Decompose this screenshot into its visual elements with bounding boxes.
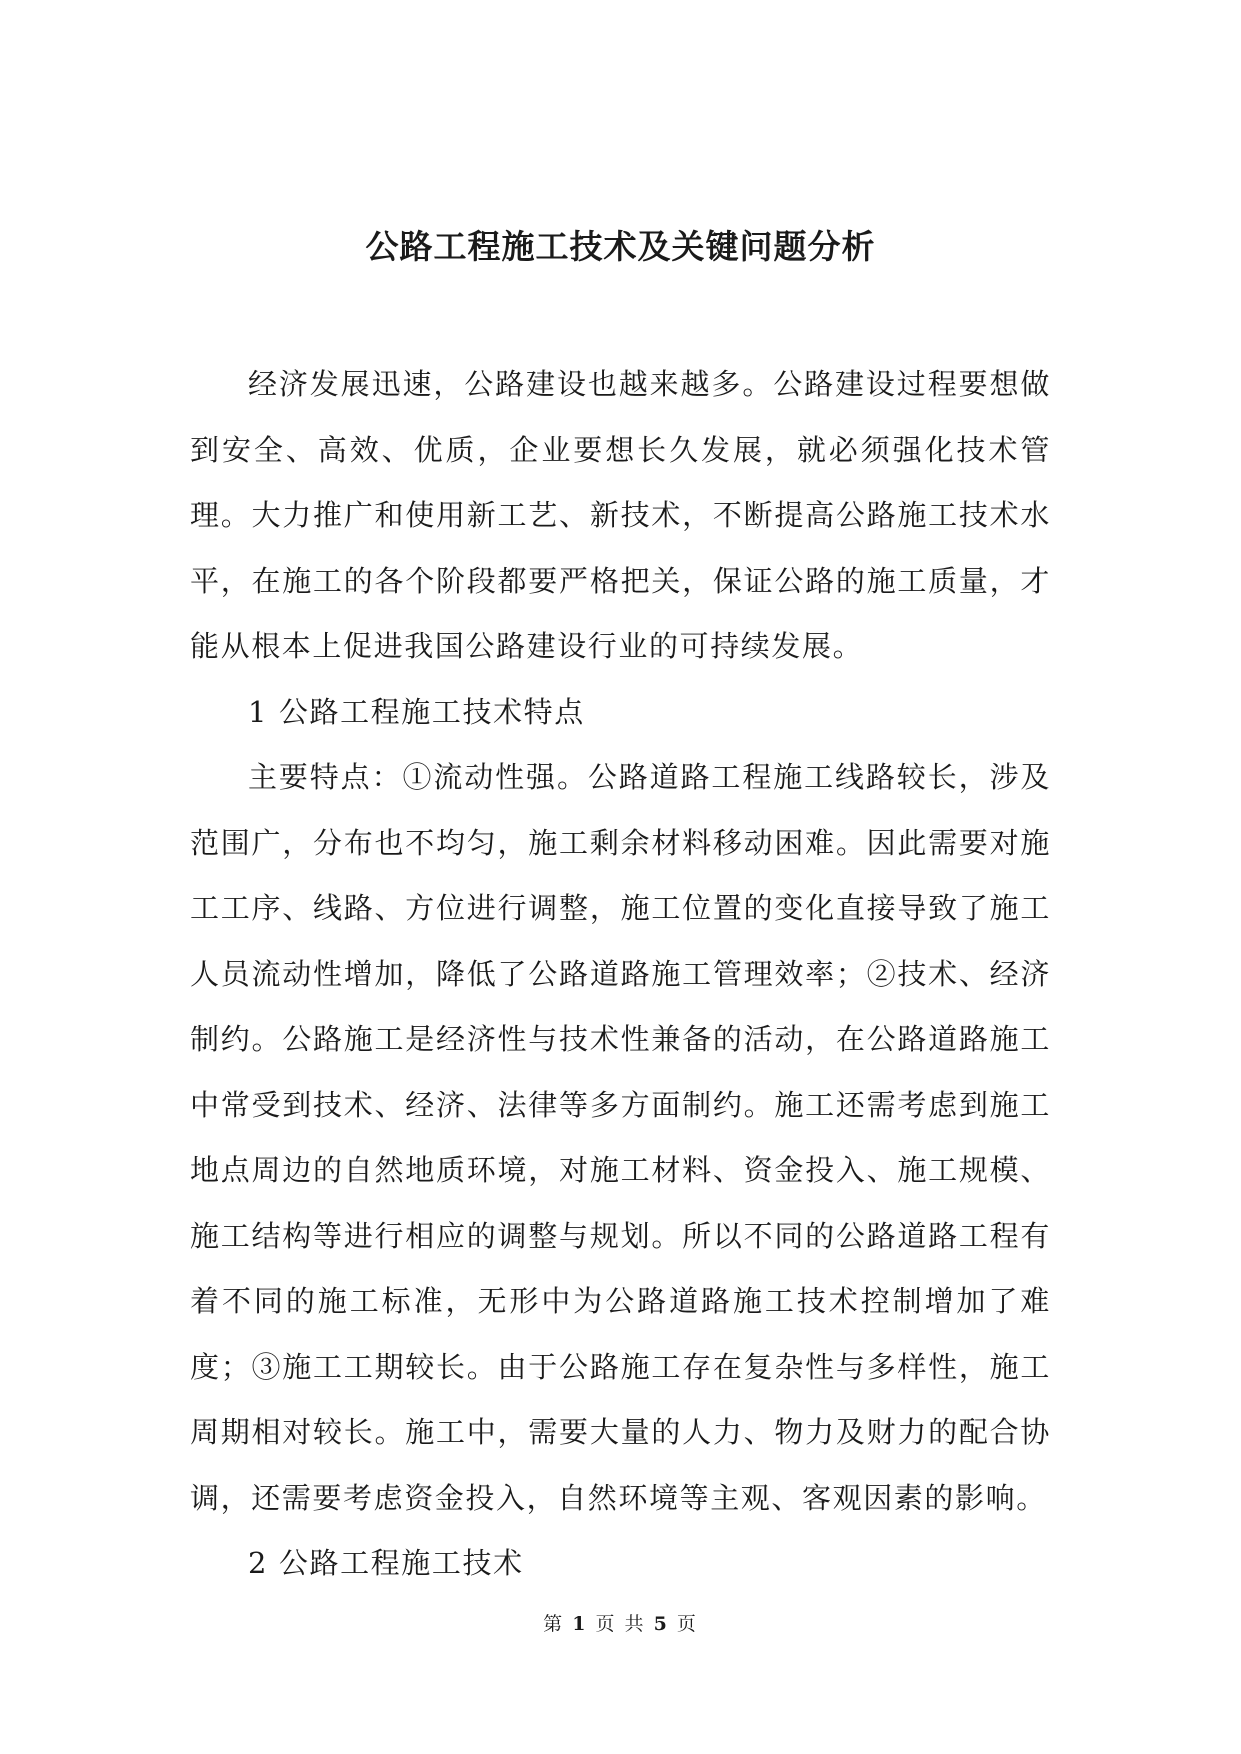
document-title: 公路工程施工技术及关键问题分析 <box>365 227 876 266</box>
paragraph-features: 主要特点：①流动性强。公路道路工程施工线路较长，涉及范围广，分布也不均匀，施工剩余材料移动困难。因此需要对施工工序、线路、方位进行调整，施工位置的变化直接导致了施工人员流动性增加，降低了公路道路施工管理效率；②技术、经济制约。公路施工是经济性与技术性兼备的活动，在公路道路施工中常受到技术、经济、法律等多方面制约。施工还需考虑到施工地点周边的自然地质环境，对施工材料、资金投入、施工规模、施工结构等进行相应的调整与规划。所以不同的公路道路工程有着不同的施工标准，无形中为公路道路施工技术控制增加了难度；③施工工期较长。由于公路施工存在复杂性与多样性，施工周期相对较长。施工中，需要大量的人力、物力及财力的配合协调，还需要考虑资金投入，自然环境等主观、客观因素的影响。 <box>190 760 1051 1515</box>
document-body <box>190 352 1051 1597</box>
page-footer <box>0 1612 1241 1636</box>
footer-suffix: 页 <box>676 1613 698 1635</box>
footer-total-pages: 5 <box>653 1613 669 1635</box>
footer-page-number: 1 <box>572 1613 588 1635</box>
footer-middle: 页 共 <box>595 1613 646 1635</box>
footer-prefix: 第 <box>543 1613 565 1635</box>
paragraph-intro: 经济发展迅速，公路建设也越来越多。公路建设过程要想做到安全、高效、优质，企业要想长久发展，就必须强化技术管理。大力推广和使用新工艺、新技术，不断提高公路施工技术水平，在施工的各个阶段都要严格把关，保证公路的施工质量，才能从根本上促进我国公路建设行业的可持续发展。 <box>190 367 1051 663</box>
section-heading-1: 1 公路工程施工技术特点 <box>248 694 585 729</box>
section-heading-2: 2 公路工程施工技术 <box>248 1546 524 1580</box>
